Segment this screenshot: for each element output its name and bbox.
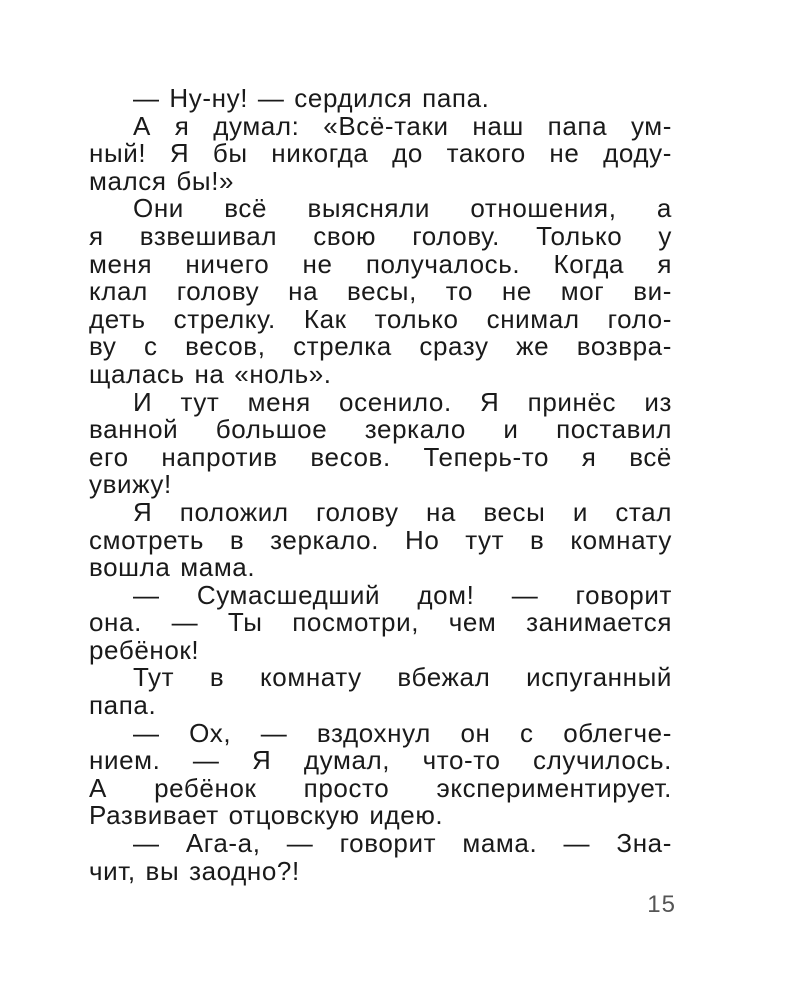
text-line: она. — Ты посмотри, чем занимается (89, 607, 672, 638)
text-line: смотреть в зеркало. Но тут в комнату (89, 524, 672, 555)
text-line: А ребёнок просто экспериментирует. (89, 772, 672, 803)
text-line: ванной большое зеркало и поставил (89, 414, 672, 445)
text-line: ву с весов, стрелка сразу же возвра- (89, 331, 672, 362)
text-line: Они всё выясняли отношения, а (133, 193, 672, 224)
text-line: ный! Я бы никогда до такого не доду- (89, 138, 672, 169)
paragraph-7 (89, 664, 672, 719)
text-line: нием. — Я думал, что-то случилось. (89, 745, 672, 776)
text-line: — Ох, — вздохнул он с облегче- (133, 717, 672, 748)
text-line: я взвешивал свою голову. Только у (89, 220, 672, 251)
paragraph-6 (89, 579, 672, 665)
text-line: — Ага-а, — говорит мама. — Зна- (133, 828, 672, 859)
text-line: Развивает отцовскую идею. (89, 800, 444, 831)
text-line: Тут в комнату вбежал испуганный (133, 662, 672, 693)
paragraph-3 (89, 195, 672, 388)
text-line: меня ничего не получалось. Когда я (89, 248, 672, 279)
text-line: Я положил голову на весы и стал (133, 496, 672, 527)
paragraph-5 (89, 496, 672, 583)
page-number: 15 (647, 891, 676, 918)
paragraph-1 (89, 85, 672, 113)
paragraph-4 (89, 386, 672, 500)
paragraph-8 (89, 717, 672, 831)
text-line: — Сумасшедший дом! — говорит (133, 579, 672, 610)
text-line: щалась на «ноль». (89, 358, 332, 389)
text-line: клал голову на весы, то не мог ви- (89, 276, 672, 307)
text-line: вошла мама. (89, 552, 256, 583)
text-line: деть стрелку. Как только снимал голо- (89, 303, 672, 334)
text-line: ребёнок! (89, 634, 200, 665)
body-text (89, 85, 672, 885)
text-line: И тут меня осенило. Я принёс из (133, 386, 672, 417)
text-line: А я думал: «Всё-таки наш папа ум- (133, 110, 672, 141)
text-line: увижу! (89, 469, 172, 500)
text-line: папа. (89, 690, 157, 721)
text-line: его напротив весов. Теперь-то я всё (89, 441, 672, 472)
text-line: — Ну-ну! — сердился папа. (133, 83, 490, 113)
paragraph-2 (89, 110, 672, 196)
paragraph-9 (89, 830, 672, 885)
text-line: мался бы!» (89, 165, 235, 196)
text-line: чит, вы заодно?! (89, 855, 300, 886)
